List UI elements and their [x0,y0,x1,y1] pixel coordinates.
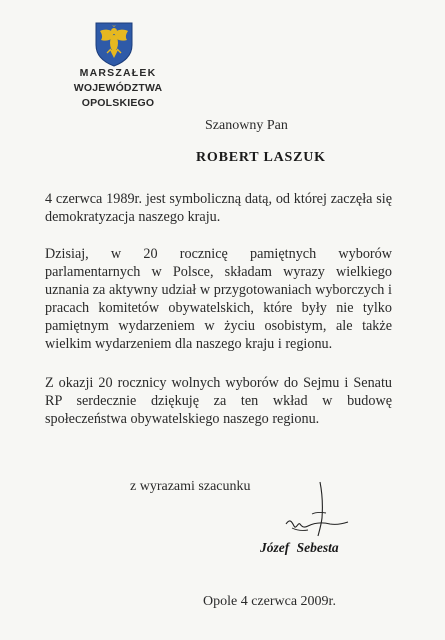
paragraph-2: Dzisiaj, w 20 rocznicę pamiętnych wyborów parlamentarnych w Polsce, składam wyrazy wielkiego uznania za aktywny udział w przygotowaniach wyborczych i pracach komitetów obywatelskich, które były nie tylko pamiętnym wydarzeniem w życiu osobistym, ale także wielkim wydarzeniem dla naszego kraju i regionu. [45,246,392,352]
org-title-line2: WOJEWÓDZTWA OPOLSKIEGO [73,82,163,109]
org-title-line1: MARSZAŁEK [79,67,157,79]
paragraph-3: Z okazji 20 rocznicy wolnych wyborów do Sejmu i Senatu RP serdecznie dziękuję za ten wkład w budowę społeczeństwa obywatelskiego naszego regionu. [45,375,392,427]
opole-eagle-crest-icon [94,21,134,67]
place-and-date: Opole 4 czerwca 2009r. [203,594,336,609]
letterhead-org [44,66,192,111]
salutation: Szanowny Pan [205,118,288,133]
closing-phrase: z wyrazami szacunku [130,479,251,494]
handwritten-signature [282,478,352,540]
signer-name: Józef Sebesta [260,540,339,555]
paragraph-1: 4 czerwca 1989r. jest symboliczną datą, od której zaczęła się demokratyzacja naszego kraju. [45,191,392,225]
recipient-name: ROBERT LASZUK [196,150,326,165]
